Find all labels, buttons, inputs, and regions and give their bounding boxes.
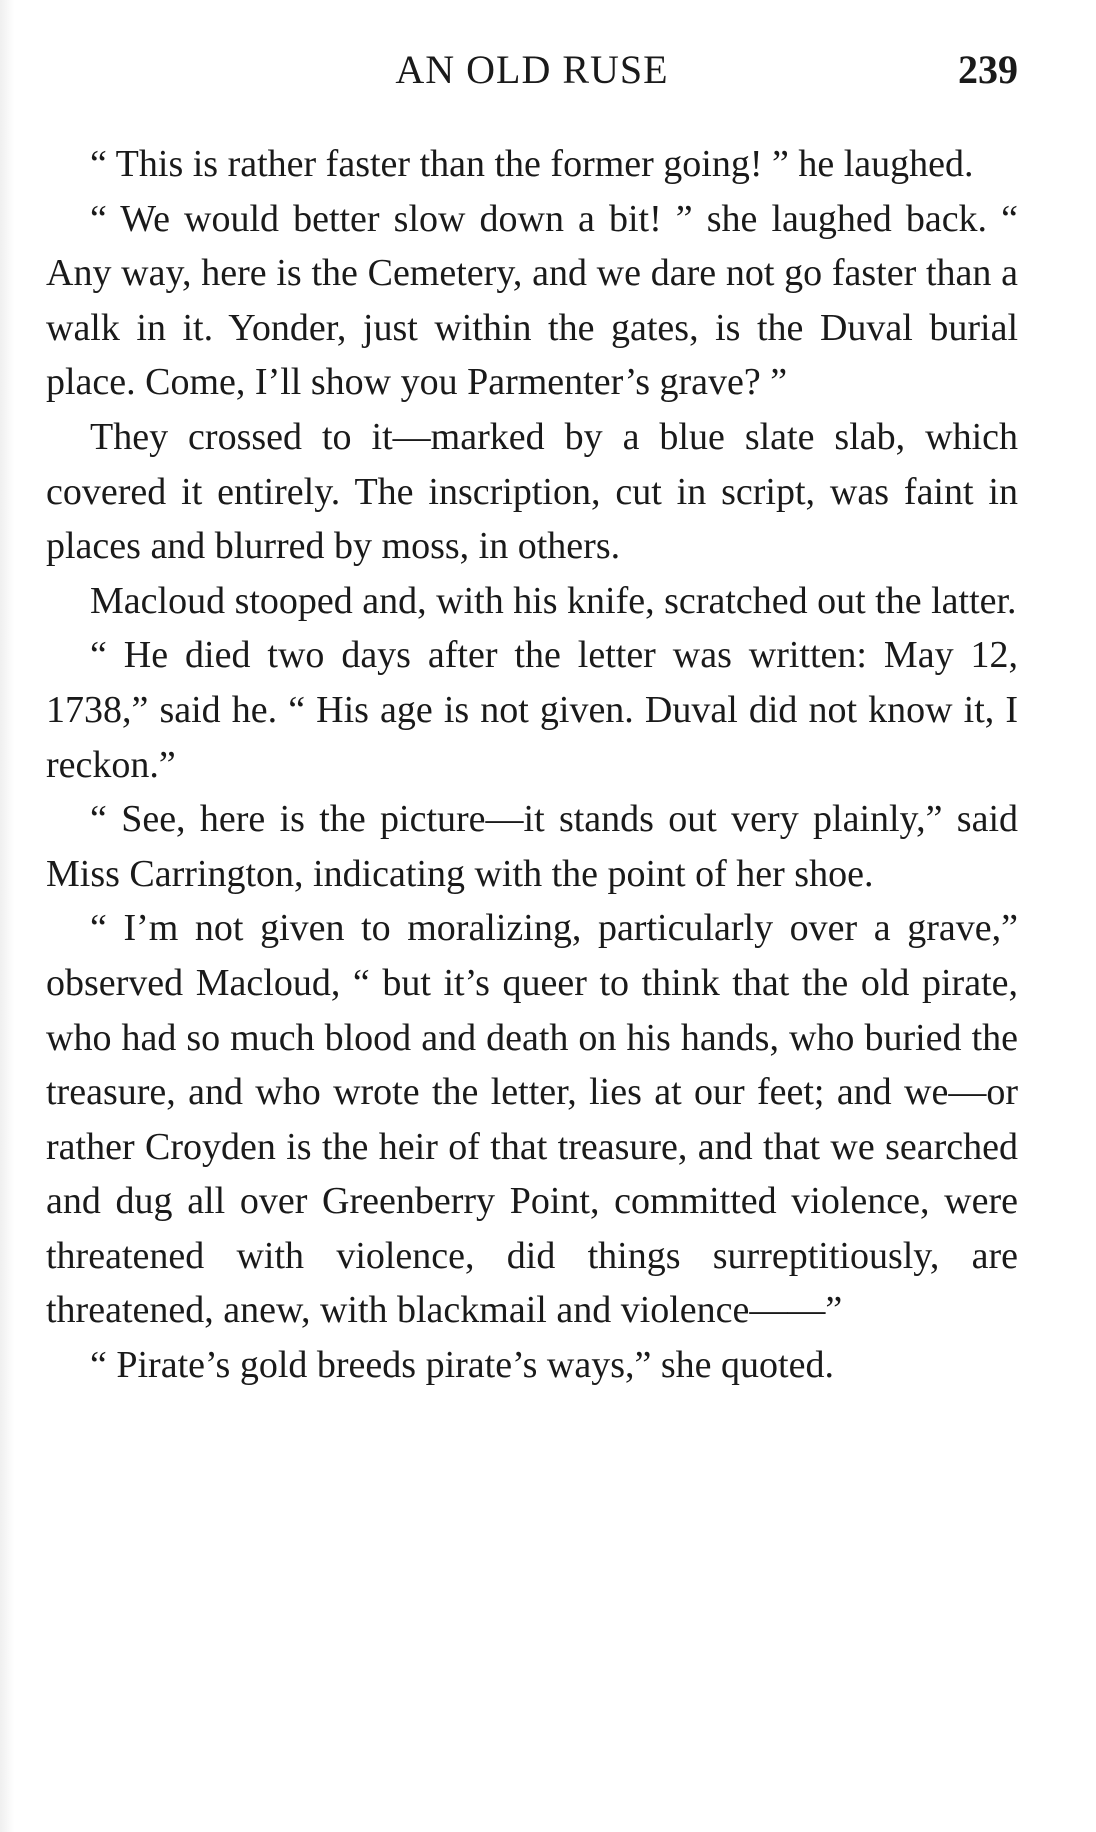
paragraph: “ This is rather faster than the former going! ” he laughed.	[90, 143, 974, 185]
running-head	[46, 40, 1018, 100]
body-text	[46, 137, 1018, 1393]
paragraph: “ He died two days after the letter was written: May 12, 1738,” said he. “ His age is not given. Duval did not know it, I reckon.”	[46, 634, 1018, 786]
page-edge-shadow	[0, 0, 14, 1832]
running-title: AN OLD RUSE	[395, 47, 669, 92]
paragraph: “ We would better slow down a bit! ” she laughed back. “ Any way, here is the Cemetery, and we dare not go faster than a walk in it. Yonder, just within the gates, is the Duval burial place. Come, I’ll show you Parmenter’s grave? ”	[46, 197, 1018, 404]
paragraph: Macloud stooped and, with his knife, scratched out the latter.	[90, 579, 1017, 622]
paragraph: “ See, here is the picture—it stands out very plainly,” said Miss Carrington, indicating with the point of her shoe.	[46, 798, 1018, 895]
paragraph: They crossed to it—marked by a blue slate slab, which covered it entirely. The inscription, cut in script, was faint in places and blurred by moss, in others.	[46, 415, 1018, 568]
paragraph: “ Pirate’s gold breeds pirate’s ways,” she quoted.	[90, 1344, 834, 1387]
paragraph: “ I’m not given to moralizing, particularly over a grave,” observed Macloud, “ but it’s queer to think that the old pirate, who had so much blood and death on his hands, who buried the treasure, and who wrote the letter, lies at our feet; and we—or rather Croyden is the heir of that treasure, and that we searched and dug all over Greenberry Point, committed violence, were threatened with violence, did things surreptitiously, are threatened, anew, with blackmail and violence——”	[46, 907, 1018, 1332]
page-number: 239	[958, 47, 1018, 92]
